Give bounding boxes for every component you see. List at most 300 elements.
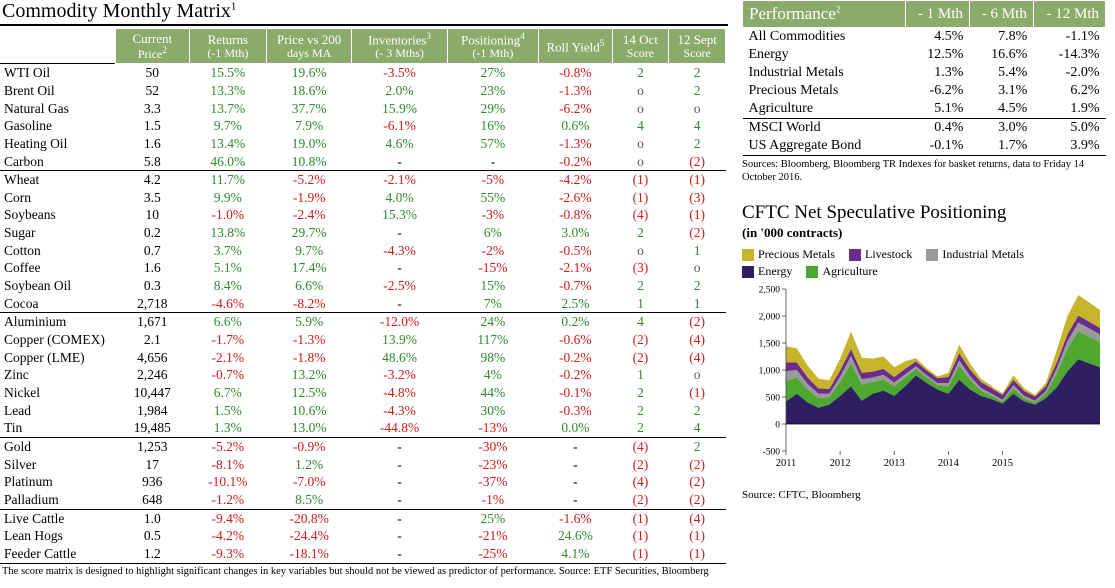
score-oct-cell: o (637, 82, 644, 98)
score-sept-cell: (4) (689, 510, 706, 526)
inventories-cell: -12.0% (379, 314, 420, 330)
price-vs-ma-cell: 13.2% (291, 367, 327, 383)
score-sept-cell: (2) (689, 225, 706, 241)
table-row (0, 545, 726, 563)
performance-value-cell: 1.3% (934, 65, 964, 80)
price-vs-ma-cell: -1.3% (292, 332, 326, 348)
score-oct-cell: (4) (632, 474, 649, 490)
chart-legend (742, 247, 1115, 279)
score-sept-cell: (2) (689, 456, 706, 472)
inventories-cell: 48.6% (382, 349, 417, 365)
positioning-cell: -15% (478, 260, 508, 276)
returns-cell: 5.1% (213, 260, 242, 276)
chart-title: CFTC Net Speculative Positioning (742, 202, 1007, 224)
current-price-cell: 0.5 (143, 528, 161, 544)
returns-cell: 9.9% (213, 189, 242, 205)
performance-header (743, 1, 1106, 28)
score-oct-cell: o (637, 242, 644, 258)
table-row (0, 189, 726, 207)
commodity-name: Cocoa (0, 295, 115, 313)
price-vs-ma-cell: -8.2% (266, 295, 352, 313)
score-oct-cell: (1) (632, 189, 649, 205)
commodity-name: Gasoline (4, 118, 52, 134)
positioning-cell: 44% (480, 385, 506, 401)
x-axis-tick-label: 2015 (992, 458, 1014, 470)
price-vs-ma-cell: -7.0% (292, 474, 326, 490)
x-axis-tick-label: 2012 (829, 458, 851, 470)
performance-value-cell: 1.7% (969, 137, 1033, 156)
positioning-cell: 23% (480, 82, 506, 98)
returns-cell: -9.3% (189, 545, 266, 563)
table-row (0, 100, 726, 118)
y-axis-tick-label: -500 (762, 447, 780, 458)
current-price-cell: 1.6 (143, 135, 161, 151)
returns-cell: -1.7% (211, 332, 245, 348)
roll-yield-cell: -0.8% (559, 207, 592, 223)
legend-item-livestock (849, 247, 912, 262)
price-vs-ma-cell: 19.6% (266, 64, 352, 82)
current-price-cell: 3.3 (143, 100, 161, 116)
legend-swatch-icon (849, 249, 861, 261)
roll-yield-cell: -0.7% (559, 278, 592, 294)
panel-divider (735, 0, 736, 588)
returns-cell: 13.3% (210, 82, 246, 98)
chart-svg (742, 283, 1106, 473)
price-vs-ma-cell: 17.4% (291, 260, 327, 276)
table-row (0, 242, 726, 260)
matrix-body (0, 64, 726, 563)
current-price-cell: 1.0 (143, 510, 161, 526)
returns-cell: -1.2% (189, 491, 266, 509)
commodity-name: Carbon (0, 153, 115, 171)
price-vs-ma-cell: -0.9% (292, 439, 326, 455)
score-sept-cell: (4) (689, 332, 706, 348)
matrix-header (0, 29, 726, 64)
inventories-cell: -6.1% (383, 118, 416, 134)
returns-cell: 13.4% (210, 135, 246, 151)
current-price-cell: 10,447 (133, 385, 171, 401)
returns-cell: 15.5% (189, 64, 266, 82)
score-oct-cell: 1 (637, 367, 644, 383)
score-oct-cell: (2) (632, 349, 649, 365)
score-oct-cell: (2) (612, 491, 669, 509)
returns-cell: -5.2% (211, 439, 245, 455)
score-oct-cell: 2 (612, 64, 669, 82)
score-oct-cell: (1) (632, 510, 649, 526)
returns-cell: -2.1% (211, 349, 245, 365)
table-row (0, 135, 726, 153)
current-price-cell: 1.6 (143, 260, 161, 276)
positioning-cell: 25% (480, 510, 506, 526)
table-row (0, 259, 726, 277)
price-vs-ma-cell: 29.7% (291, 225, 327, 241)
returns-cell: 46.0% (189, 153, 266, 171)
table-row (0, 402, 726, 420)
price-vs-ma-cell: -5.2% (292, 172, 326, 188)
score-sept-cell: (2) (689, 314, 706, 330)
score-sept-cell: 2 (693, 135, 701, 151)
price-vs-ma-cell: 37.7% (291, 100, 327, 116)
performance-row-label: US Aggregate Bond (743, 137, 906, 156)
table-row (0, 473, 726, 491)
cftc-positioning-chart (742, 283, 1106, 483)
inventories-cell: - (397, 260, 402, 276)
score-oct-cell: (4) (632, 207, 649, 223)
score-oct-cell: (1) (612, 545, 669, 563)
price-vs-ma-cell: -2.4% (292, 207, 326, 223)
legend-swatch-icon (806, 266, 818, 278)
chart-subtitle: (in '000 contracts) (742, 225, 843, 241)
positioning-cell: 24% (480, 314, 506, 330)
inventories-cell: - (397, 528, 402, 544)
roll-yield-cell: -0.5% (559, 242, 592, 258)
inventories-cell: - (352, 295, 447, 313)
performance-row-label: Industrial Metals (748, 65, 844, 80)
matrix-header-score-oct: 14 Oct Score (612, 29, 669, 64)
matrix-header-row (0, 29, 726, 64)
price-vs-ma-cell: 12.5% (291, 385, 327, 401)
positioning-cell: -23% (478, 456, 508, 472)
current-price-cell: 4.2 (143, 172, 161, 188)
table-row (0, 384, 726, 402)
legend-label: Industrial Metals (942, 247, 1024, 262)
table-row (0, 206, 726, 224)
performance-row-label: Precious Metals (748, 83, 839, 98)
returns-cell: -10.1% (208, 474, 248, 490)
positioning-cell: -21% (478, 528, 508, 544)
price-vs-ma-cell: 7.9% (295, 118, 324, 134)
score-sept-cell: 2 (693, 82, 701, 98)
matrix-header-score-sept: 12 Sept Score (669, 29, 726, 64)
legend-item-energy (742, 264, 792, 279)
positioning-cell: 7% (447, 295, 538, 313)
price-vs-ma-cell: -20.8% (289, 510, 329, 526)
positioning-cell: -30% (478, 439, 508, 455)
performance-value-cell: 7.8% (969, 28, 1033, 47)
roll-yield-cell: - (539, 491, 612, 509)
positioning-cell: -13% (447, 419, 538, 437)
y-axis-tick-label: 2,500 (758, 285, 780, 296)
score-sept-cell: 1 (669, 295, 726, 313)
price-vs-ma-cell: 9.7% (295, 242, 324, 258)
commodity-name: Platinum (4, 474, 53, 490)
legend-label: Precious Metals (758, 247, 835, 262)
roll-yield-cell: 0.2% (561, 314, 590, 330)
returns-cell: -4.6% (189, 295, 266, 313)
price-vs-ma-cell: -24.4% (289, 528, 329, 544)
roll-yield-cell: - (573, 456, 578, 472)
score-sept-cell: 2 (693, 278, 701, 294)
score-sept-cell: (1) (669, 545, 726, 563)
commodity-name: Tin (0, 419, 115, 437)
table-row (0, 171, 726, 189)
roll-yield-cell: 2.5% (539, 295, 612, 313)
table-row (0, 117, 726, 135)
current-price-cell: 2,246 (137, 367, 168, 383)
performance-value-cell: 4.5% (969, 100, 1033, 119)
performance-table (742, 0, 1106, 156)
positioning-cell: -37% (478, 474, 508, 490)
roll-yield-cell: -0.6% (559, 332, 592, 348)
roll-yield-cell: - (573, 474, 578, 490)
commodity-name: Zinc (4, 367, 29, 383)
inventories-cell: 4.6% (385, 135, 414, 151)
positioning-cell: -25% (447, 545, 538, 563)
commodity-name: Brent Oil (4, 82, 55, 98)
page-title (0, 0, 728, 26)
score-oct-cell: (2) (632, 456, 649, 472)
current-price-cell: 0.3 (143, 278, 161, 294)
score-sept-cell: o (693, 260, 701, 276)
inventories-cell: -3.2% (383, 367, 416, 383)
score-sept-cell: 4 (669, 419, 726, 437)
positioning-cell: - (447, 153, 538, 171)
table-row (0, 82, 726, 100)
y-axis-tick-label: 2,000 (758, 312, 780, 323)
commodity-name: WTI Oil (0, 64, 115, 82)
positioning-cell: 55% (480, 189, 506, 205)
score-sept-cell: 4 (693, 118, 701, 134)
y-axis-tick-label: 1,000 (758, 366, 780, 377)
matrix-header-inventories: Inventories$^3$ (- 3 Mths) (352, 29, 447, 64)
score-oct-cell: o (637, 135, 644, 151)
score-oct-cell: 2 (637, 225, 644, 241)
score-oct-cell: 2 (637, 278, 644, 294)
table-row (0, 509, 726, 527)
positioning-cell: -1% (447, 491, 538, 509)
price-vs-ma-cell: 13.0% (266, 419, 352, 437)
x-axis-tick-label: 2014 (937, 458, 959, 470)
score-sept-cell: 1 (693, 242, 701, 258)
current-price-cell: 1,671 (137, 314, 168, 330)
right-panel (742, 0, 1115, 588)
current-price-cell: 4,656 (137, 349, 168, 365)
x-axis-tick-label: 2013 (883, 458, 905, 470)
positioning-cell: 29% (480, 100, 506, 116)
performance-value-cell: 5.0% (1070, 120, 1100, 135)
current-price-cell: 17 (145, 456, 160, 472)
legend-label: Energy (758, 264, 793, 279)
performance-value-cell: 16.6% (991, 47, 1028, 62)
commodity-name: Soybean Oil (4, 278, 72, 294)
table-row (0, 153, 726, 171)
chart-legend-row-2 (742, 264, 1115, 279)
commodity-name: Wheat (4, 172, 40, 188)
performance-value-cell: 3.9% (1033, 137, 1105, 156)
commodity-matrix-table (0, 28, 726, 564)
score-sept-cell: 2 (693, 439, 701, 455)
price-vs-ma-cell: -1.9% (292, 189, 326, 205)
score-oct-cell: o (637, 100, 644, 116)
legend-swatch-icon (742, 266, 754, 278)
performance-header-1m: - 1 Mth (906, 1, 970, 28)
score-oct-cell: 1 (612, 295, 669, 313)
returns-cell: 3.7% (213, 242, 242, 258)
roll-yield-cell: -1.3% (559, 135, 592, 151)
current-price-cell: 2,718 (115, 295, 189, 313)
performance-row-label: All Commodities (743, 28, 906, 47)
y-axis-tick-label: 500 (765, 393, 780, 404)
returns-cell: 6.6% (213, 314, 242, 330)
y-axis-tick-label: 0 (775, 420, 780, 431)
matrix-footnote: The score matrix is designed to highlight significant changes in key variables but should not be viewed as predictor of performance. Source: ETF Securities, Bloomberg (2, 565, 709, 577)
positioning-cell: 117% (477, 332, 509, 348)
matrix-header-returns: Returns (-1 Mth) (189, 29, 266, 64)
inventories-cell: 13.9% (382, 332, 417, 348)
positioning-cell: -5% (481, 172, 505, 188)
inventories-cell: - (352, 545, 447, 563)
price-vs-ma-cell: 10.6% (291, 402, 327, 418)
inventories-cell: 15.3% (382, 207, 417, 223)
price-vs-ma-cell: -1.8% (292, 349, 326, 365)
price-vs-ma-cell: 18.6% (291, 82, 327, 98)
performance-value-cell: -2.0% (1065, 65, 1100, 80)
performance-row (743, 119, 1106, 138)
performance-value-cell: 5.1% (906, 100, 970, 119)
matrix-header-blank (0, 29, 115, 64)
roll-yield-cell: - (573, 439, 578, 455)
matrix-header-price-vs-ma: Price vs 200 days MA (266, 29, 352, 64)
roll-yield-cell: -0.2% (559, 349, 592, 365)
inventories-cell: - (352, 153, 447, 171)
inventories-cell: -4.3% (383, 402, 416, 418)
roll-yield-cell: 3.0% (561, 225, 590, 241)
inventories-cell: 15.9% (382, 100, 417, 116)
roll-yield-cell: 0.6% (561, 118, 590, 134)
returns-cell: 11.7% (210, 172, 246, 188)
returns-cell: 1.5% (213, 402, 242, 418)
score-sept-cell: 2 (669, 64, 726, 82)
score-oct-cell: (1) (632, 528, 649, 544)
table-row (0, 349, 726, 367)
legend-swatch-icon (742, 249, 754, 261)
table-row (0, 456, 726, 474)
returns-cell: -8.1% (211, 456, 245, 472)
roll-yield-cell: -0.3% (559, 402, 592, 418)
table-row (0, 491, 726, 509)
performance-value-cell: 1.9% (1033, 100, 1105, 119)
commodity-name: Aluminium (4, 314, 67, 330)
current-price-cell: 0.7 (143, 242, 161, 258)
performance-row (743, 64, 1106, 82)
chart-legend-row-1 (742, 247, 1115, 262)
commodity-name: Palladium (0, 491, 115, 509)
positioning-cell: -3% (481, 207, 505, 223)
commodity-name: Feeder Cattle (0, 545, 115, 563)
x-axis-tick-label: 2011 (775, 458, 797, 470)
performance-source: Sources: Bloomberg, Bloomberg TR Indexes for basket returns, data to Friday 14 October 2016. (742, 159, 1085, 183)
score-sept-cell: (2) (669, 491, 726, 509)
current-price-cell: 3.5 (143, 189, 161, 205)
roll-yield-cell: -6.2% (559, 100, 592, 116)
score-sept-cell: (1) (689, 385, 706, 401)
current-price-cell: 0.2 (143, 225, 161, 241)
commodity-name: Sugar (4, 225, 36, 241)
performance-value-cell: -0.1% (906, 137, 970, 156)
table-row (0, 64, 726, 82)
legend-item-agriculture (806, 264, 877, 279)
performance-row-label: MSCI World (748, 120, 821, 135)
inventories-cell: 2.0% (385, 82, 414, 98)
inventories-cell: - (397, 510, 402, 526)
positioning-cell: 4% (483, 367, 502, 383)
inventories-cell: -2.5% (383, 278, 416, 294)
current-price-cell: 19,485 (115, 419, 189, 437)
price-vs-ma-cell: 6.6% (295, 278, 324, 294)
table-row (0, 224, 726, 242)
performance-header-6m: - 6 Mth (969, 1, 1033, 28)
inventories-cell: -2.1% (383, 172, 416, 188)
performance-value-cell: 6.2% (1070, 83, 1100, 98)
matrix-header-roll-yield: Roll Yield$^5$ (539, 29, 612, 64)
commodity-name: Soybeans (4, 207, 56, 223)
performance-row (743, 100, 1106, 119)
chart-source: Source: CFTC, Bloomberg (742, 489, 861, 502)
returns-cell: 9.7% (213, 118, 242, 134)
commodity-name: Coffee (4, 260, 41, 276)
roll-yield-cell: -1.3% (559, 82, 592, 98)
page-title-superscript: 1 (230, 0, 237, 13)
returns-cell: -4.2% (211, 528, 245, 544)
score-sept-cell: (3) (689, 189, 706, 205)
score-sept-cell: (2) (689, 474, 706, 490)
returns-cell: 13.7% (210, 100, 246, 116)
performance-title: Performance$^2$ (743, 1, 906, 28)
score-sept-cell: o (693, 100, 701, 116)
table-row (0, 527, 726, 545)
score-sept-cell: 2 (693, 402, 701, 418)
table-row (0, 438, 726, 456)
roll-yield-cell: 24.6% (557, 528, 593, 544)
roll-yield-cell: -0.1% (559, 385, 592, 401)
returns-cell: -1.0% (211, 207, 245, 223)
current-price-cell: 50 (115, 64, 189, 82)
commodity-name: Lean Hogs (4, 528, 63, 544)
roll-yield-cell: -4.2% (559, 172, 592, 188)
price-vs-ma-cell: 1.2% (295, 456, 324, 472)
page-title-text: Commodity Monthly Matrix (2, 0, 231, 22)
commodity-name: Copper (COMEX) (4, 332, 105, 348)
commodity-name: Silver (4, 456, 37, 472)
inventories-cell: -4.8% (383, 385, 416, 401)
commodity-name: Lead (4, 402, 31, 418)
score-sept-cell: (2) (669, 153, 726, 171)
roll-yield-cell: -0.2% (539, 153, 612, 171)
table-row (0, 366, 726, 384)
returns-cell: -9.4% (211, 510, 245, 526)
score-oct-cell: 2 (637, 402, 644, 418)
current-price-cell: 1.5 (143, 118, 161, 134)
roll-yield-cell: 4.1% (539, 545, 612, 563)
current-price-cell: 2.1 (143, 332, 161, 348)
price-vs-ma-cell: 10.8% (266, 153, 352, 171)
performance-header-12m: - 12 Mth (1033, 1, 1105, 28)
commodity-name: Nickel (4, 385, 40, 401)
returns-cell: 1.3% (189, 419, 266, 437)
score-sept-cell: (1) (689, 207, 706, 223)
inventories-cell: - (397, 225, 402, 241)
positioning-cell: 27% (447, 64, 538, 82)
positioning-cell: 98% (480, 349, 506, 365)
positioning-cell: 16% (480, 118, 506, 134)
current-price-cell: 5.8 (115, 153, 189, 171)
score-sept-cell: (1) (689, 172, 706, 188)
inventories-cell: -4.3% (383, 242, 416, 258)
score-oct-cell: (3) (632, 260, 649, 276)
current-price-cell: 1,253 (137, 439, 168, 455)
roll-yield-cell: -0.8% (539, 64, 612, 82)
legend-label: Agriculture (822, 264, 878, 279)
